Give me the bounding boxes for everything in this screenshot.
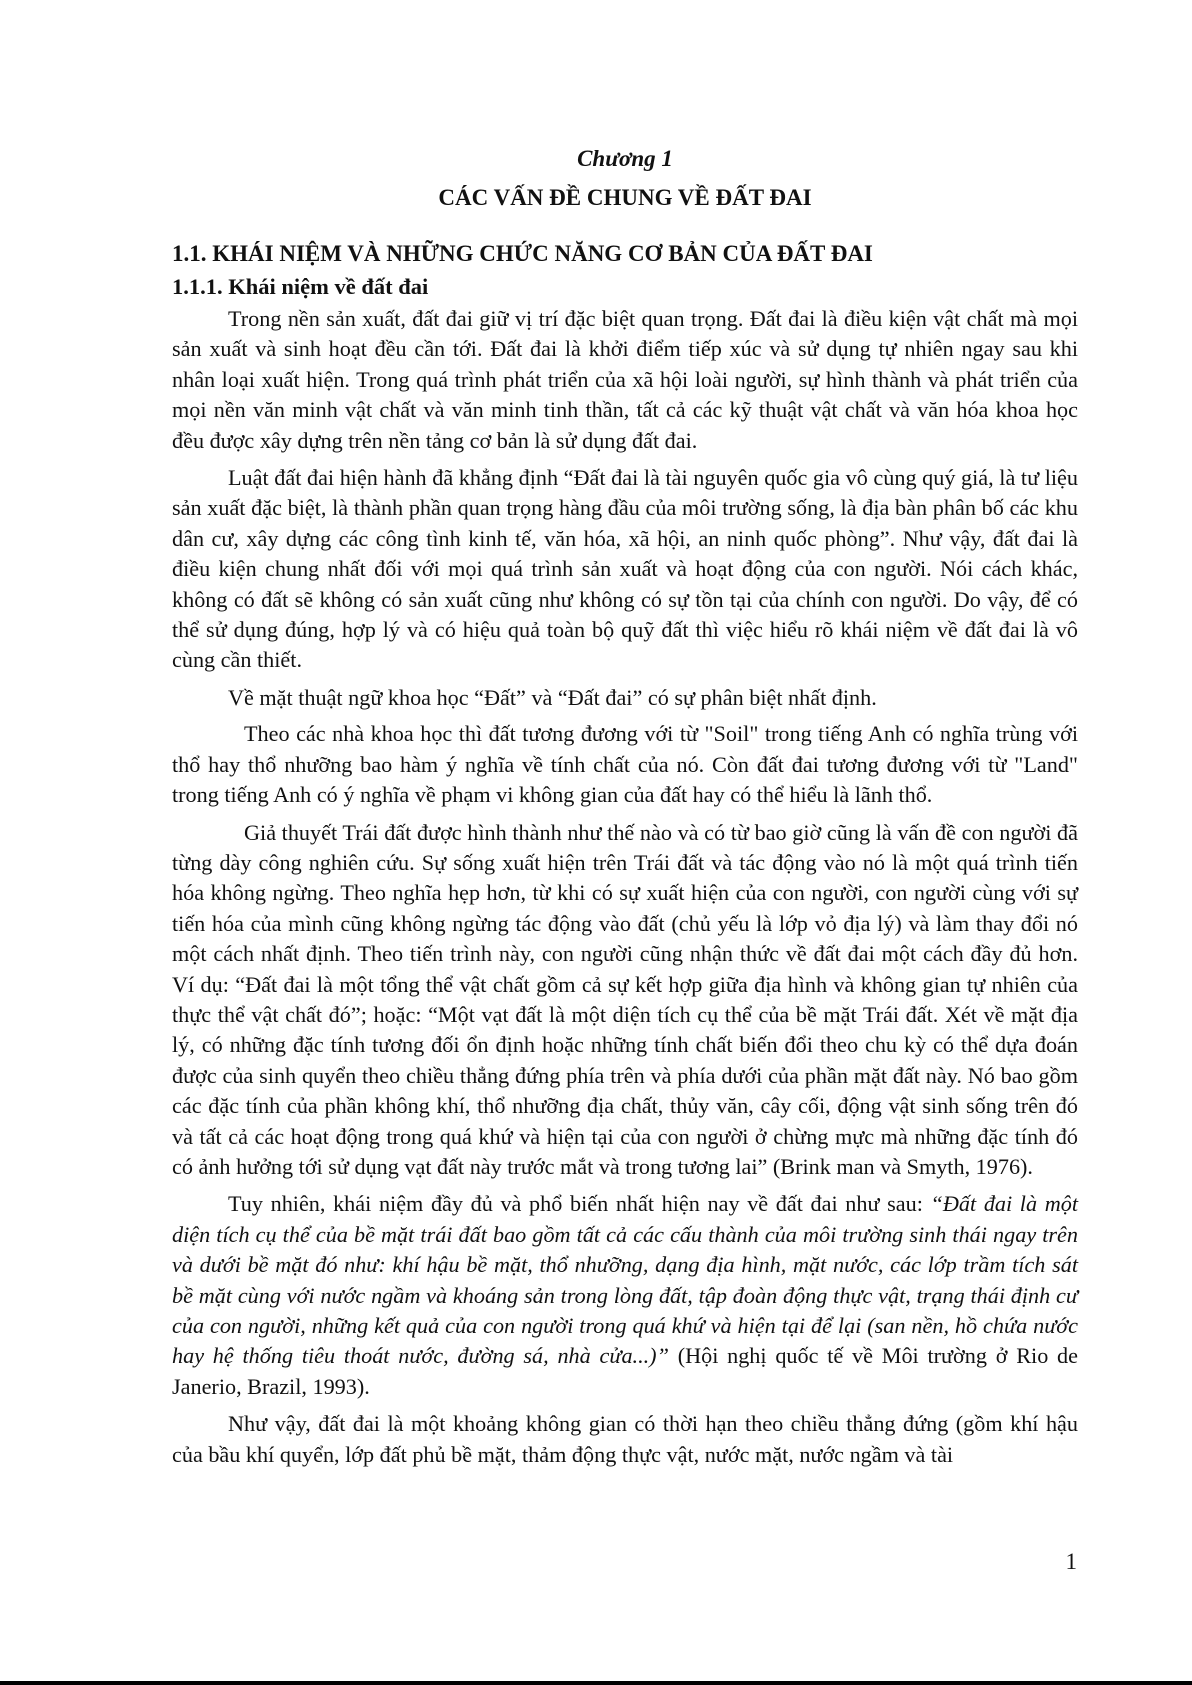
paragraph-definition [172,1189,1078,1402]
section-heading: 1.1. KHÁI NIỆM VÀ NHỮNG CHỨC NĂNG CƠ BẢN CỦA ĐẤT ĐAI [172,241,873,266]
paragraph-7: Như vậy, đất đai là một khoảng không gian có thời hạn theo chiều thẳng đứng (gồm khí hậu của bầu khí quyển, lớp đất phủ bề mặt, thảm động thực vật, nước mặt, nước ngầm và tài [172,1411,1078,1467]
chapter-title: CÁC VẤN ĐỀ CHUNG VỀ ĐẤT ĐAI [438,185,812,210]
subsection-heading: 1.1.1. Khái niệm về đất đai [172,274,429,299]
chapter-label: Chương 1 [577,146,673,171]
bottom-border [0,1681,1192,1685]
paragraph-1: Trong nền sản xuất, đất đai giữ vị trí đặc biệt quan trọng. Đất đai là điều kiện vật chất mà mọi sản xuất và sinh hoạt đều cần tới. Đất đai là khởi điểm tiếp xúc và sử dụng tự nhiên ngay sau khi nhân loại xuất hiện. Trong quá trình phát triển của xã hội loài người, sự hình thành và phát triển của mọi nền văn minh vật chất và văn minh tinh thần, tất cả các kỹ thuật vật chất và văn hóa khoa học đều được xây dựng trên nền tảng cơ bản là sử dụng đất đai. [172,306,1078,453]
paragraph-3: Về mặt thuật ngữ khoa học “Đất” và “Đất đai” có sự phân biệt nhất định. [228,684,877,710]
document-body [172,238,1078,1477]
paragraph-5: Giả thuyết Trái đất được hình thành như thế nào và có từ bao giờ cũng là vấn đề con người đã từng dày công nghiên cứu. Sự sống xuất hiện trên Trái đất và tác động vào nó là một quá trình tiến hóa không ngừng. Theo nghĩa hẹp hơn, từ khi có sự xuất hiện của con người, con người cùng với sự tiến hóa của mình cũng không ngừng tác động vào đất (chủ yếu là lớp vỏ địa lý) và làm thay đổi nó một cách nhất định. Theo tiến trình này, con người cũng nhận thức về đất đai một cách đầy đủ hơn. Ví dụ: “Đất đai là một tổng thể vật chất gồm cả sự kết hợp giữa địa hình và không gian tự nhiên của thực thể vật chất đó”; hoặc: “Một vạt đất là một diện tích cụ thể của bề mặt Trái đất. Xét về mặt địa lý, có những đặc tính tương đối ổn định hoặc những tính chất biến đổi theo chu kỳ có thể dựa đoán được của sinh quyển theo chiều thẳng đứng phía trên và phía dưới của phần mặt đất này. Nó bao gồm các đặc tính của phần không khí, thổ nhưỡng địa chất, thủy văn, cây cối, động vật sinh sống trên đó và tất cả các hoạt động trong quá khứ và hiện tại của con người ở chừng mực mà những đặc tính đó có ảnh hưởng tới sử dụng vạt đất này trước mắt và trong tương lai” (Brink man và Smyth, 1976). [172,819,1078,1179]
definition-quote: “Đất đai là một diện tích cụ thể của bề mặt trái đất bao gồm tất cả các cấu thành của môi trường sinh thái ngay trên và dưới bề mặt đó như: khí hậu bề mặt, thổ nhưỡng, dạng địa hình, mặt nước, các lớp trầm tích sát bề mặt cùng với nước ngầm và khoáng sản trong lòng đất, tập đoàn động thực vật, trạng thái định cư của con người, những kết quả của con người trong quá khứ và hiện tại để lại (san nền, hồ chứa nước hay hệ thống tiêu thoát nước, đường sá, nhà cửa...)” [172,1191,1078,1369]
definition-intro: Tuy nhiên, khái niệm đầy đủ và phổ biến nhất hiện nay về đất đai như sau: [228,1191,931,1217]
page-number: 1 [1065,1549,1077,1574]
definition-source: (Hội nghị quốc tế về Môi trường ở Rio de Janerio, Brazil, 1993). [172,1343,1078,1399]
paragraph-4: Theo các nhà khoa học thì đất tương đương với từ "Soil" trong tiếng Anh có nghĩa trùng với thổ hay thổ nhưỡng bao hàm ý nghĩa về tính chất của nó. Còn đất đai tương đương với từ "Land" trong tiếng Anh có ý nghĩa về phạm vi không gian của đất hay có thể hiểu là lãnh thổ. [172,721,1078,808]
paragraph-2: Luật đất đai hiện hành đã khẳng định “Đất đai là tài nguyên quốc gia vô cùng quý giá, là tư liệu sản xuất đặc biệt, là thành phần quan trọng hàng đầu của môi trường sống, là địa bàn phân bố các khu dân cư, xây dựng các công tình kinh tế, văn hóa, xã hội, an ninh quốc phòng”. Như vậy, đất đai là điều kiện chung nhất đối với mọi quá trình sản xuất và hoạt động của con người. Nói cách khác, không có đất sẽ không có sản xuất cũng như không có sự tồn tại của chính con người. Do vậy, để có thể sử dụng đúng, hợp lý và có hiệu quả toàn bộ quỹ đất thì việc hiểu rõ khái niệm về đất đai là vô cùng cần thiết. [172,465,1078,673]
